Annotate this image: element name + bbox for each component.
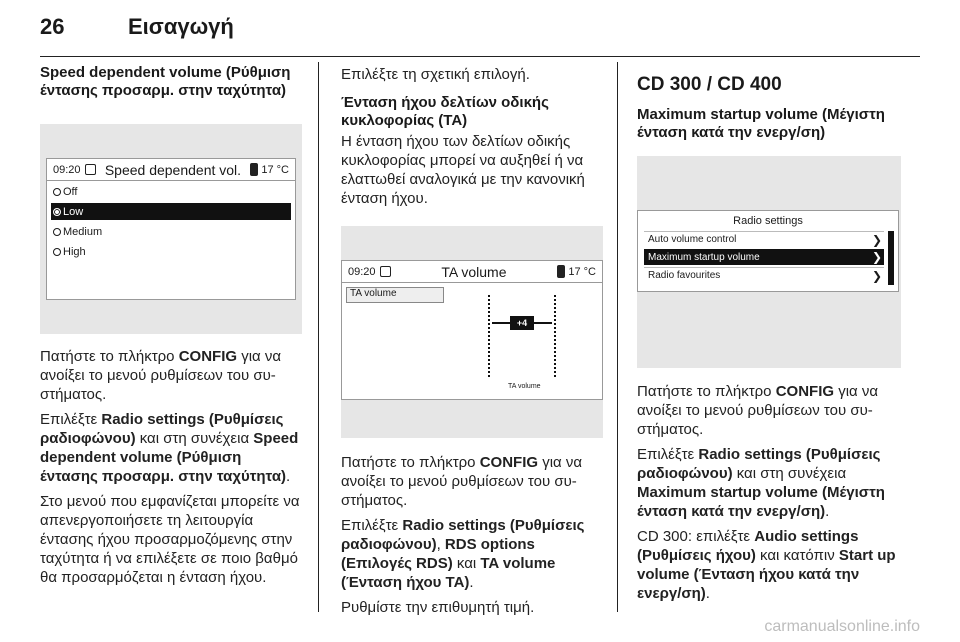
paragraph: Η ένταση ήχου των δελτίων οδικής κυκλοφορίας μπορεί να αυξηθεί ή να ελαττωθεί αναλογικά με την κανονική ένταση ήχου. — [341, 133, 585, 207]
volume-scale-left — [488, 295, 490, 377]
column-2-text — [341, 453, 603, 617]
ta-volume-screenshot — [341, 226, 603, 438]
ta-volume-list-item[interactable]: TA volume — [346, 287, 444, 303]
paragraph: Επιλέξτε Radio settings (Ρυθμίσεις ραδιοφώνου) και στη συνέχεια Speed dependent volume (Ρύθμιση έντασης προσαρμ. στην ταχύτητα). — [40, 411, 299, 485]
section-heading: Speed dependent volume (Ρύθμιση έντασης προσαρμ. στην ταχύτητα) — [40, 64, 291, 99]
option-label: Medium — [63, 225, 103, 238]
radio-settings-screenshot — [637, 156, 901, 368]
chevron-right-icon: ❯ — [871, 232, 882, 247]
radio-icon — [53, 188, 61, 196]
time-readout: 09:20 — [348, 265, 376, 278]
volume-caption: TA volume — [508, 383, 541, 390]
paragraph: Επιλέξτε Radio settings (Ρυθμίσεις ραδιοφώνου), RDS options (Επιλογές RDS) και TA volume (Ένταση ήχου TA). — [341, 517, 585, 591]
watermark: carmanualsonline.info — [764, 618, 920, 635]
scrollbar[interactable] — [888, 231, 894, 285]
paragraph: Πατήστε το πλήκτρο CONFIG για να ανοίξει το μενού ρυθμίσεων του συ‐ στήματος. — [341, 454, 583, 509]
menu-item-auto-volume[interactable]: Auto volume control ❯ — [644, 231, 884, 247]
paragraph: Επιλέξτε τη σχετική επιλογή. — [341, 66, 530, 83]
option-medium[interactable] — [51, 223, 291, 240]
menu-item-max-startup-volume[interactable]: Maximum startup volume ❯ — [644, 249, 884, 265]
option-off[interactable] — [51, 183, 291, 200]
radio-selected-icon — [53, 208, 61, 216]
paragraph: CD 300: επιλέξτε Audio settings (Ρυθμίσεις ήχου) και κατόπιν Start up volume (Ένταση ήχου κατά την ενεργ/ση). — [637, 528, 896, 602]
display-topbar — [47, 159, 295, 181]
section-subheading: Maximum startup volume (Μέγιστη ένταση κατά την ενεργ/ση) — [637, 106, 885, 141]
display-screen — [637, 210, 899, 292]
column-3 — [637, 62, 905, 142]
paragraph: Στο μενού που εμφανίζεται μπορείτε να απενεργοποιήσετε τη λειτουργία έντασης ήχου προσαρμοζόμενης στην ταχύτητα ή να επιλέξετε σε ποιο βαθμό θα προσαρμόζεται η ένταση ήχου. — [40, 493, 300, 586]
column-1 — [40, 62, 302, 100]
menu-title: Radio settings — [733, 215, 803, 227]
display-screen — [341, 260, 603, 400]
paragraph: Ρυθμίστε την επιθυμητή τιμή. — [341, 599, 535, 616]
display-topbar — [342, 261, 602, 283]
chevron-right-icon: ❯ — [871, 250, 882, 264]
time-readout: 09:20 — [53, 163, 81, 176]
thermometer-icon — [250, 163, 258, 176]
option-label: Off — [63, 185, 78, 198]
paragraph: Επιλέξτε Radio settings (Ρυθμίσεις ραδιοφώνου) και στη συνέχεια Maximum startup volume (Μέγιστη ένταση κατά την ενεργ/ση). — [637, 446, 885, 520]
screen-title: Speed dependent vol. — [104, 161, 242, 178]
paragraph: Πατήστε το πλήκτρο CONFIG για να ανοίξει το μενού ρυθμίσεων του συ‐ στήματος. — [40, 348, 282, 403]
display-screen — [46, 158, 296, 300]
radio-icon — [53, 228, 61, 236]
temperature-value: 17 °C — [568, 265, 596, 278]
column-3-text — [637, 382, 905, 603]
screen-title: TA volume — [441, 263, 507, 280]
clock-icon — [85, 164, 96, 175]
option-low[interactable] — [51, 203, 291, 220]
menu-item-radio-favourites[interactable]: Radio favourites ❯ — [644, 267, 884, 283]
temperature-value: 17 °C — [261, 163, 289, 176]
speed-volume-screenshot — [40, 124, 302, 334]
section-heading: Ένταση ήχου δελτίων οδικής κυκλοφορίας (TA) — [341, 94, 549, 129]
page-number: 26 — [40, 14, 65, 39]
clock-icon — [380, 266, 391, 277]
option-label: High — [63, 245, 86, 258]
page-header — [40, 14, 234, 48]
volume-scale-right — [554, 295, 556, 377]
header-rule — [40, 56, 920, 57]
option-label: Low — [63, 205, 84, 218]
thermometer-icon — [557, 265, 565, 278]
temperature — [557, 265, 596, 278]
temperature — [250, 163, 289, 176]
section-heading-large: CD 300 / CD 400 — [637, 74, 782, 95]
paragraph: Πατήστε το πλήκτρο CONFIG για να ανοίξει το μενού ρυθμίσεων του συ‐ στήματος. — [637, 383, 879, 438]
column-divider — [318, 62, 319, 612]
column-1-text — [40, 347, 302, 587]
option-high[interactable] — [51, 243, 291, 260]
column-divider — [617, 62, 618, 612]
chevron-right-icon: ❯ — [871, 268, 882, 283]
page-title: Εισαγωγή — [128, 14, 234, 39]
column-2 — [341, 62, 603, 208]
volume-value[interactable]: +4 — [510, 316, 534, 330]
radio-icon — [53, 248, 61, 256]
